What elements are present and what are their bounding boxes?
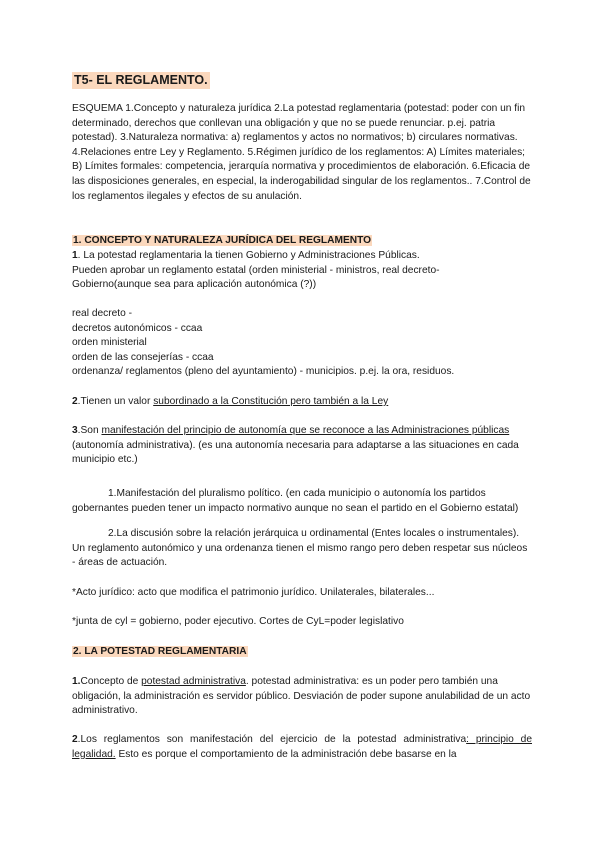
underlined-text: : principio de legalidad. [72, 734, 532, 760]
point-number: 3 [72, 425, 78, 436]
list-item: orden de las consejerías - ccaa [72, 351, 214, 363]
point-number: 1 [72, 250, 78, 261]
point-number: 1. [72, 676, 81, 687]
section-1-heading: 1. CONCEPTO Y NATURALEZA JURÍDICA DEL REGLAMENTO [73, 235, 372, 246]
point-text-rest: Esto es porque el comportamiento de la administración debe basarse en la [115, 748, 457, 760]
point-text: .Tienen un valor [77, 396, 154, 407]
reglamento-types-list [72, 307, 552, 380]
list-item: orden ministerial [72, 337, 147, 349]
section-2-heading: 2. LA POTESTAD REGLAMENTARIA [73, 646, 247, 657]
subpoint-1: 1.Manifestación del pluralismo político. (en cada municipio o autonomía los partidos gobernantes pueden tener un impacto normativo aunque no sean el partido en el Gobierno estatal) [72, 488, 519, 514]
subpoint-2: 2.La discusión sobre la relación jerárquica u ordinamental (Entes locales o instrumentales). Un reglamento autonómico y una ordenanza tienen el mismo rango pero deben respetar sus núcleos - áreas de actuación. [72, 528, 528, 569]
point-text: .Son [77, 425, 102, 436]
point-text-line-2: Pueden aprobar un reglamento estatal (orden ministerial - ministros, real decreto- [72, 264, 440, 276]
section-1-point-2 [72, 395, 532, 410]
section-1-point-3 [72, 424, 532, 468]
underlined-text: manifestación del principio de autonomía que se reconoce a las Administraciones públicas [101, 425, 510, 436]
point-number: 2 [72, 396, 78, 407]
point-text: . La potestad reglamentaria la tienen Gobierno y Administraciones Públicas. [77, 250, 420, 261]
point-text-rest: . potestad administrativa: es un poder pero también una obligación, la administración es servidor público. Desviación de poder supone anulabilidad de un acto administrativo. [72, 676, 531, 717]
section-1-point-1 [72, 249, 552, 293]
list-item: ordenanza/ reglamentos (pleno del ayuntamiento) - municipios. p.ej. la ora, residuos. [72, 366, 455, 378]
note-junta-cyl: *junta de cyl = gobierno, poder ejecutivo. Cortes de CyL=poder legislativo [72, 616, 404, 627]
document-title: T5- EL REGLAMENTO. [74, 73, 208, 87]
underlined-text: subordinado a la Constitución pero también a la Ley [153, 396, 389, 407]
section-1-heading-line [72, 234, 532, 249]
section-2-point-2 [72, 733, 532, 762]
list-item: real decreto - [72, 308, 133, 319]
section-2-point-1 [72, 675, 532, 719]
point-text-rest: (autonomía administrativa). (es una autonomía necesaria para adaptarse a las situaciones en cada municipio etc.) [72, 439, 519, 466]
note-acto-juridico: *Acto jurídico: acto que modifica el patrimonio jurídico. Unilaterales, bilaterales... [72, 587, 435, 598]
point-text: .Los reglamentos son manifestación del ejercicio de la potestad administrativa [77, 734, 467, 745]
point-number: 2 [72, 734, 78, 745]
point-text: Concepto de [80, 676, 142, 687]
section-2-heading-line [72, 645, 532, 660]
underlined-text: potestad administrativa [141, 676, 246, 687]
point-text-line-3: Gobierno(aunque sea para aplicación autonómica (?)) [72, 279, 317, 291]
list-item: decretos autonómicos - ccaa [72, 322, 203, 334]
esquema-paragraph: ESQUEMA 1.Concepto y naturaleza jurídica 2.La potestad reglamentaria (potestad: poder con un fin determinado, derechos que conllevan una obligación y que no se puede renunciar. p.ej. patria potestad). 3.Naturaleza normativa: a) reglamentos y actos no normativos; b) circulares normativas. 4.Relaciones entre Ley y Reglamento. 5.Régimen jurídico de los reglamentos: A) Límites materiales; B) Límites formales: competencia, jerarquía normativa y procedimientos de elaboración. 6.Eficacia de las disposiciones generales, en especial, la inderogabilidad singular de los reglamentos.. 7.Control de los reglamentos ilegales y efectos de su anulación. [72, 103, 531, 202]
